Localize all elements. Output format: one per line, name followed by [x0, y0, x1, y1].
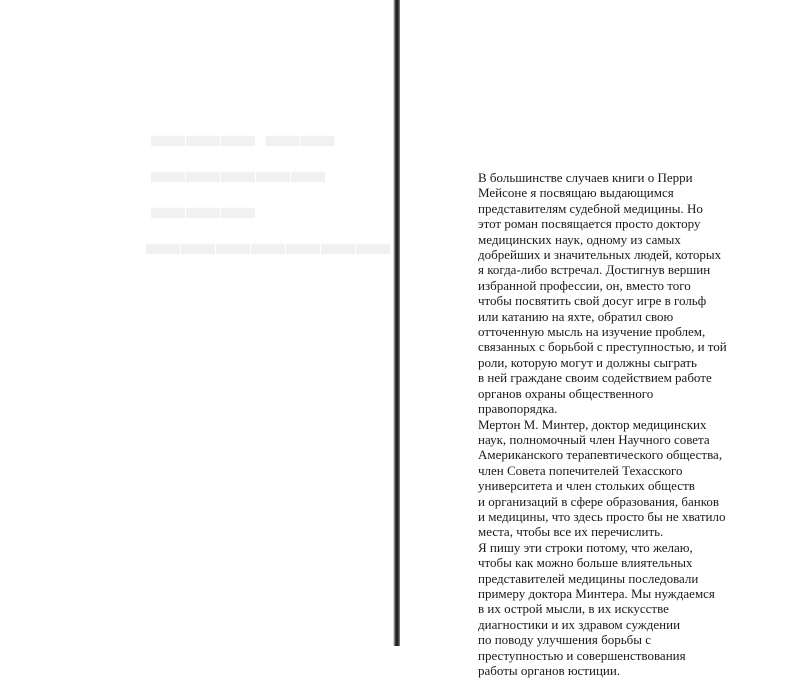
- dedication-line: наук, полномочный член Научного совета: [478, 431, 710, 447]
- dedication-line: университета и член стольких обществ: [478, 478, 695, 494]
- dedication-line: примеру доктора Минтера. Мы нуждаемся: [478, 585, 715, 601]
- dedication-line: Мейсоне я посвящаю выдающимся: [478, 185, 674, 201]
- dedication-line: представителям судебной медицины. Но: [478, 200, 703, 216]
- dedication-line: роли, которую могут и должны сыграть: [478, 354, 697, 370]
- dedication-line: в ней граждане своим содействием работе: [478, 370, 712, 386]
- dedication-line: органов охраны общественного: [478, 385, 654, 401]
- dedication-line: добрейших и значительных людей, которых: [478, 247, 722, 263]
- dedication-line: по поводу улучшения борьбы с: [478, 632, 651, 648]
- dedication-line: и организаций в сфере образования, банков: [478, 493, 719, 509]
- dedication-line: избранной профессии, он, вместо того: [478, 277, 691, 293]
- dedication-line: медицинских наук, одному из самых: [478, 231, 681, 247]
- dedication-line: этот роман посвящается просто доктору: [478, 216, 701, 232]
- book-spine: [393, 0, 400, 646]
- dedication-line: места, чтобы все их перечислить.: [478, 524, 664, 540]
- bleed-through-decoration: ▬▬ ▬▬▬ ▬▬▬▬▬ ▬▬▬ ▬▬▬▬▬▬▬: [145, 117, 390, 262]
- right-page: [400, 0, 800, 678]
- dedication-line: чтобы как можно больше влиятельных: [478, 555, 693, 571]
- dedication-line: чтобы посвятить свой досуг игре в гольф: [478, 293, 707, 309]
- dedication-line: отточенную мысль на изучение проблем,: [478, 324, 706, 340]
- left-page: [0, 0, 395, 646]
- dedication-line: диагностики и их здравом суждении: [478, 616, 681, 632]
- dedication-line: Я пишу эти строки потому, что желаю,: [478, 539, 693, 555]
- dedication-line: член Совета попечителей Техасского: [478, 462, 683, 478]
- dedication-line: я когда-либо встречал. Достигнув вершин: [478, 262, 711, 278]
- dedication-line: работы органов юстиции.: [478, 663, 621, 678]
- dedication-line: и медицины, что здесь просто бы не хватило: [478, 508, 726, 524]
- dedication-line: В большинстве случаев книги о Перри: [478, 170, 693, 185]
- dedication-line: Американского терапевтического общества,: [478, 447, 723, 463]
- dedication-line: или катанию на яхте, обратил свою: [478, 308, 674, 324]
- dedication-line: связанных с борьбой с преступностью, и той: [478, 339, 727, 355]
- dedication-line: преступностью и совершенствования: [478, 647, 686, 663]
- dedication-text: [478, 170, 798, 678]
- dedication-line: Мертон М. Минтер, доктор медицинских: [478, 416, 707, 432]
- dedication-line: правопорядка.: [478, 401, 558, 417]
- dedication-line: представителей медицины последовали: [478, 570, 699, 586]
- dedication-line: в их острой мысли, в их искусстве: [478, 601, 669, 617]
